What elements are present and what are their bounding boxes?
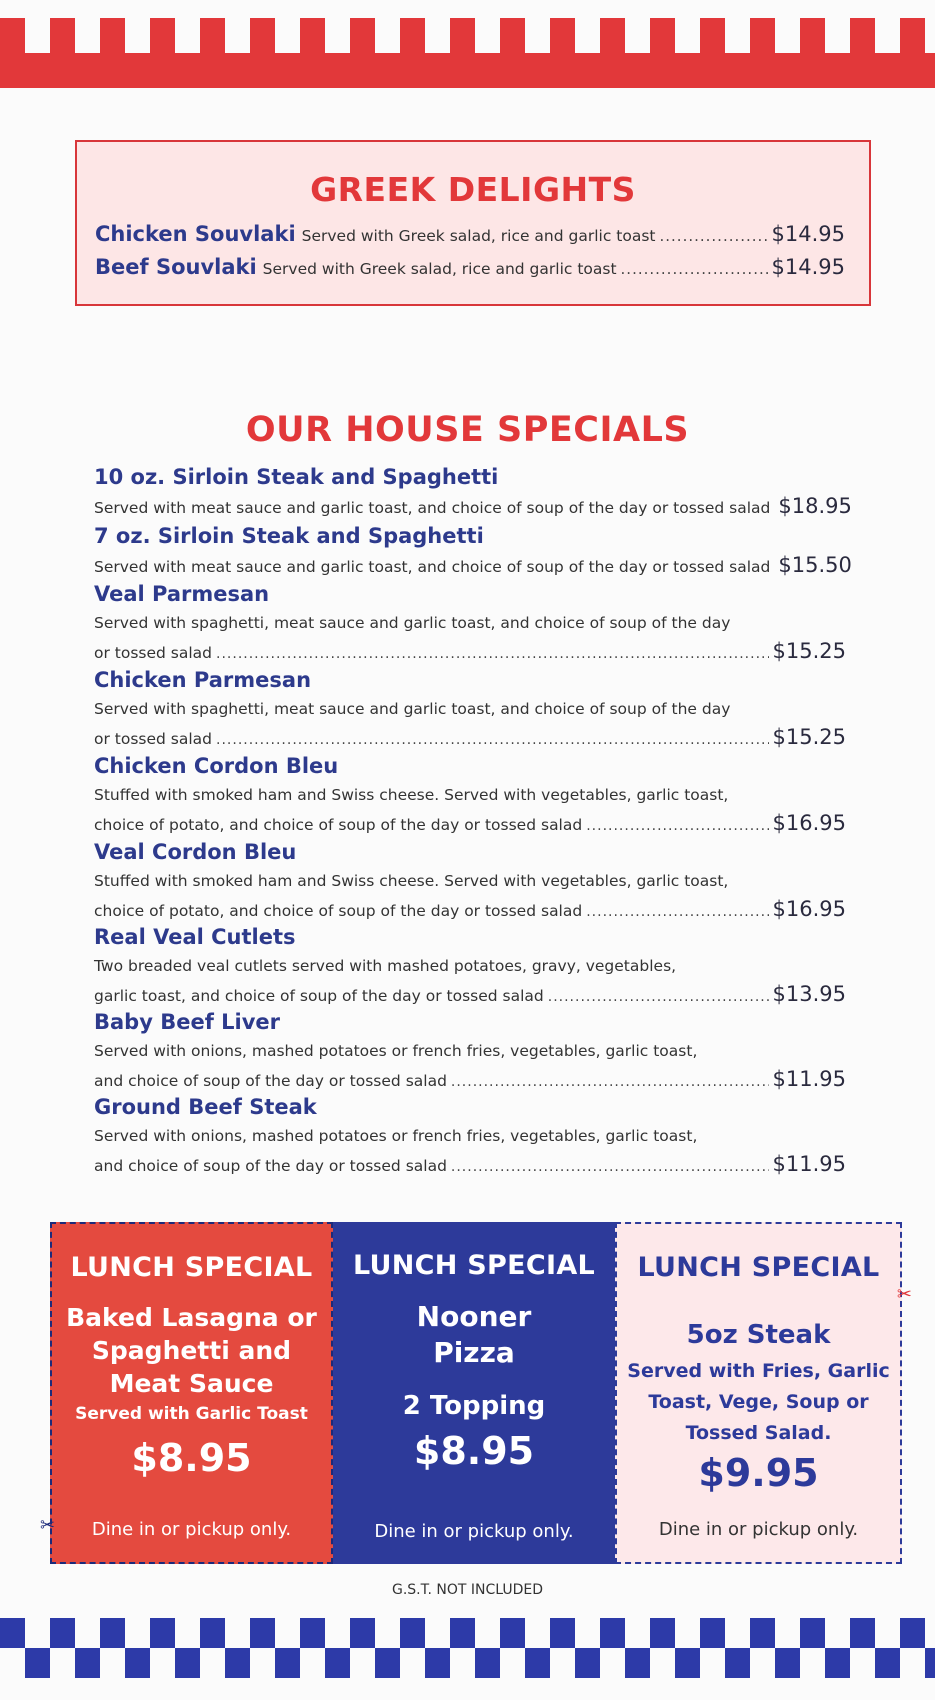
item-desc: choice of potato, and choice of soup of the day or tossed salad: [94, 902, 583, 920]
item-price: $11.95: [772, 1067, 846, 1091]
item-desc-last: [94, 1150, 846, 1181]
item-price: $16.95: [772, 811, 846, 835]
scissors-icon: ✂: [896, 1284, 912, 1305]
bottom-checker-border: [0, 1618, 935, 1688]
item-desc-last: [94, 551, 852, 582]
item-name: 7 oz. Sirloin Steak and Spaghetti: [94, 524, 484, 548]
item-desc: Two breaded veal cutlets served with mashed potatoes, gravy, vegetables,: [94, 957, 677, 975]
item-desc: Stuffed with smoked ham and Swiss cheese. Served with vegetables, garlic toast,: [94, 872, 729, 890]
lunch-sub: Served with Fries, Garlic Toast, Vege, Soup or Tossed Salad.: [627, 1360, 890, 1444]
item-price: $11.95: [772, 1152, 846, 1176]
menu-item-chicken-souvlaki: [95, 222, 845, 246]
house-special-item: [94, 751, 846, 840]
house-specials-title: OUR HOUSE SPECIALS: [245, 410, 690, 450]
item-name: Baby Beef Liver: [94, 1010, 281, 1034]
item-desc: Served with onions, mashed potatoes or french fries, vegetables, garlic toast,: [94, 1127, 698, 1145]
item-price: $15.25: [772, 639, 846, 663]
lunch-dish: Nooner Pizza: [416, 1300, 532, 1369]
item-name: Beef Souvlaki: [95, 255, 257, 279]
lunch-price: $9.95: [698, 1451, 819, 1495]
house-special-item: [94, 462, 852, 523]
lunch-price: $8.95: [413, 1429, 535, 1473]
house-special-item: [94, 1092, 846, 1181]
lunch-sub: Served with Garlic Toast: [75, 1404, 308, 1424]
item-desc: Served with onions, mashed potatoes or french fries, vegetables, garlic toast,: [94, 1042, 698, 1060]
item-desc: Served with spaghetti, meat sauce and garlic toast, and choice of soup of the day: [94, 700, 731, 718]
item-price: $14.95: [771, 222, 845, 246]
dot-leader: [451, 1153, 769, 1181]
lunch-footnote: Dine in or pickup only.: [658, 1519, 859, 1540]
item-price: $16.95: [772, 897, 846, 921]
item-desc: Served with Greek salad, rice and garlic toast: [301, 227, 656, 245]
item-desc: and choice of soup of the day or tossed salad: [94, 1157, 447, 1175]
dot-leader: [621, 260, 768, 278]
dot-leader: [586, 812, 768, 840]
item-name: Ground Beef Steak: [94, 1095, 317, 1119]
item-desc: Stuffed with smoked ham and Swiss cheese. Served with vegetables, garlic toast,: [94, 786, 729, 804]
item-name: Chicken Cordon Bleu: [94, 754, 339, 778]
lunch-sub: 2 Topping: [402, 1391, 546, 1421]
house-special-item: [94, 665, 846, 754]
lunch-dish: 5oz Steak: [686, 1320, 831, 1350]
item-price: $15.50: [778, 553, 852, 577]
item-price: $14.95: [771, 255, 845, 279]
lunch-special-pizza: [333, 1222, 615, 1564]
lunch-heading: LUNCH SPECIAL: [637, 1252, 880, 1283]
greek-delights-title: GREEK DELIGHTS: [310, 170, 636, 209]
lunch-special-lasagna: [40, 1222, 333, 1564]
item-desc: or tossed salad: [94, 644, 213, 662]
item-desc: Served with meat sauce and garlic toast, and choice of soup of the day or tossed salad: [94, 499, 771, 517]
item-name: Chicken Parmesan: [94, 668, 312, 692]
house-special-item: [94, 1007, 846, 1096]
item-name: Real Veal Cutlets: [94, 925, 296, 949]
item-desc: Served with Greek salad, rice and garlic toast: [262, 260, 617, 278]
top-checker-border: [0, 18, 935, 88]
item-desc: garlic toast, and choice of soup of the day or tossed salad: [94, 987, 544, 1005]
item-desc-last: [94, 637, 846, 668]
menu-item-beef-souvlaki: [95, 255, 845, 279]
item-desc: and choice of soup of the day or tossed salad: [94, 1072, 447, 1090]
item-desc-last: [94, 809, 846, 840]
item-name: Veal Cordon Bleu: [94, 840, 297, 864]
lunch-dish: Baked Lasagna or Spaghetti and Meat Sauce: [66, 1303, 317, 1398]
item-name: Chicken Souvlaki: [95, 222, 296, 246]
item-price: $13.95: [772, 982, 846, 1006]
item-desc-last: [94, 492, 852, 523]
item-desc-last: [94, 723, 846, 754]
house-special-item: [94, 837, 846, 926]
house-special-item: [94, 922, 846, 1011]
scissors-icon: ✂: [40, 1515, 56, 1536]
lunch-footnote: Dine in or pickup only.: [91, 1519, 292, 1540]
item-desc: Served with meat sauce and garlic toast, and choice of soup of the day or tossed salad: [94, 558, 771, 576]
house-special-item: [94, 579, 846, 668]
dot-leader: [660, 227, 768, 245]
lunch-special-steak: [615, 1222, 912, 1564]
house-special-item: [94, 521, 852, 582]
item-name: 10 oz. Sirloin Steak and Spaghetti: [94, 465, 499, 489]
greek-delights-box: [75, 140, 871, 306]
item-name: Veal Parmesan: [94, 582, 270, 606]
lunch-heading: LUNCH SPECIAL: [70, 1252, 313, 1283]
lunch-heading: LUNCH SPECIAL: [352, 1250, 596, 1281]
item-price: $15.25: [772, 725, 846, 749]
item-desc: or tossed salad: [94, 730, 213, 748]
item-desc: Served with spaghetti, meat sauce and garlic toast, and choice of soup of the day: [94, 614, 731, 632]
lunch-price: $8.95: [131, 1436, 252, 1480]
gst-note: G.S.T. NOT INCLUDED: [391, 1582, 544, 1598]
dot-leader: [216, 726, 769, 754]
item-price: $18.95: [778, 494, 852, 518]
lunch-footnote: Dine in or pickup only.: [374, 1521, 574, 1542]
dot-leader: [216, 640, 769, 668]
item-desc: choice of potato, and choice of soup of the day or tossed salad: [94, 816, 583, 834]
